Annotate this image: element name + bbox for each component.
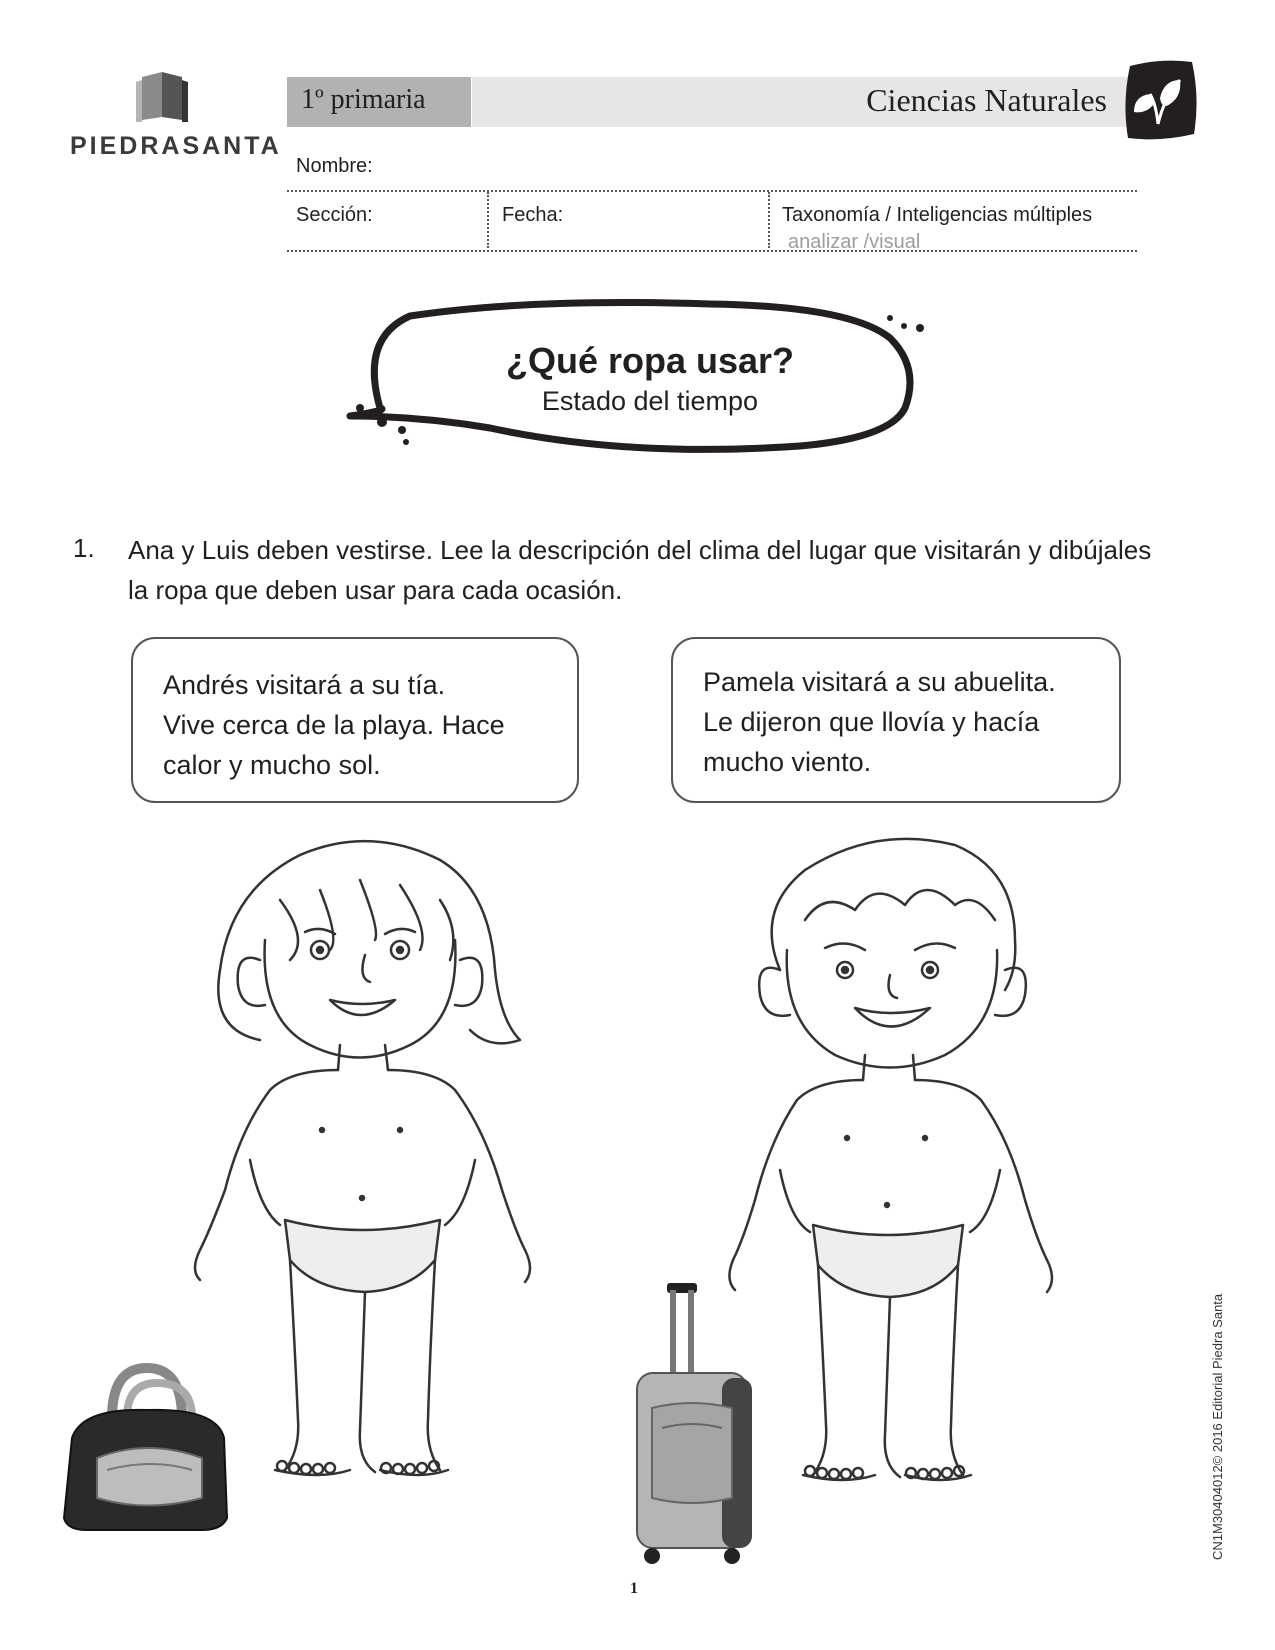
date-label: Fecha: [502,204,564,226]
page-subtitle: Estado del tiempo [541,386,759,416]
copyright-text: CN1M30404012© 2016 Editorial Piedra Santa [1210,1293,1225,1560]
girl-illustration [190,830,570,1540]
boy-illustration [725,830,1105,1540]
question-number: 1. [73,533,95,563]
page-title: ¿Qué ropa usar? [505,340,795,381]
form-divider-top [287,190,1137,192]
card-line: Le dijeron que llovía y hacía [703,707,1040,737]
section-label: Sección: [296,204,373,226]
card-line: calor y mucho sol. [163,750,381,780]
travel-bag-icon [52,1358,242,1538]
page-number: 1 [630,1580,638,1597]
card-line: Pamela visitará a su abuelita. [703,667,1056,697]
grade-label: 1º primaria [301,84,426,115]
form-divider-v1 [487,192,489,248]
card-line: Andrés visitará a su tía. [163,670,446,700]
taxonomy-value: analizar /visual [788,231,921,253]
logo-text: PIEDRASANTA [70,132,282,160]
leaf-icon [1120,58,1200,144]
taxonomy-label: Taxonomía / Inteligencias múltiples [782,204,1093,226]
form-divider-v2 [768,192,770,248]
question-text: Ana y Luis deben vestirse. Lee la descripción del clima del lugar que visitarán y dibújales la ropa que deben usar para cada ocasión. [128,535,1152,605]
name-label: Nombre: [296,155,373,177]
weather-card-andres-text [163,665,563,785]
subject-title: Ciencias Naturales [866,82,1107,118]
weather-card-pamela-text [703,662,1103,782]
form-divider-bottom [287,250,1137,252]
card-line: Vive cerca de la playa. Hace [163,710,505,740]
card-line: mucho viento. [703,747,872,777]
suitcase-icon [622,1278,762,1568]
